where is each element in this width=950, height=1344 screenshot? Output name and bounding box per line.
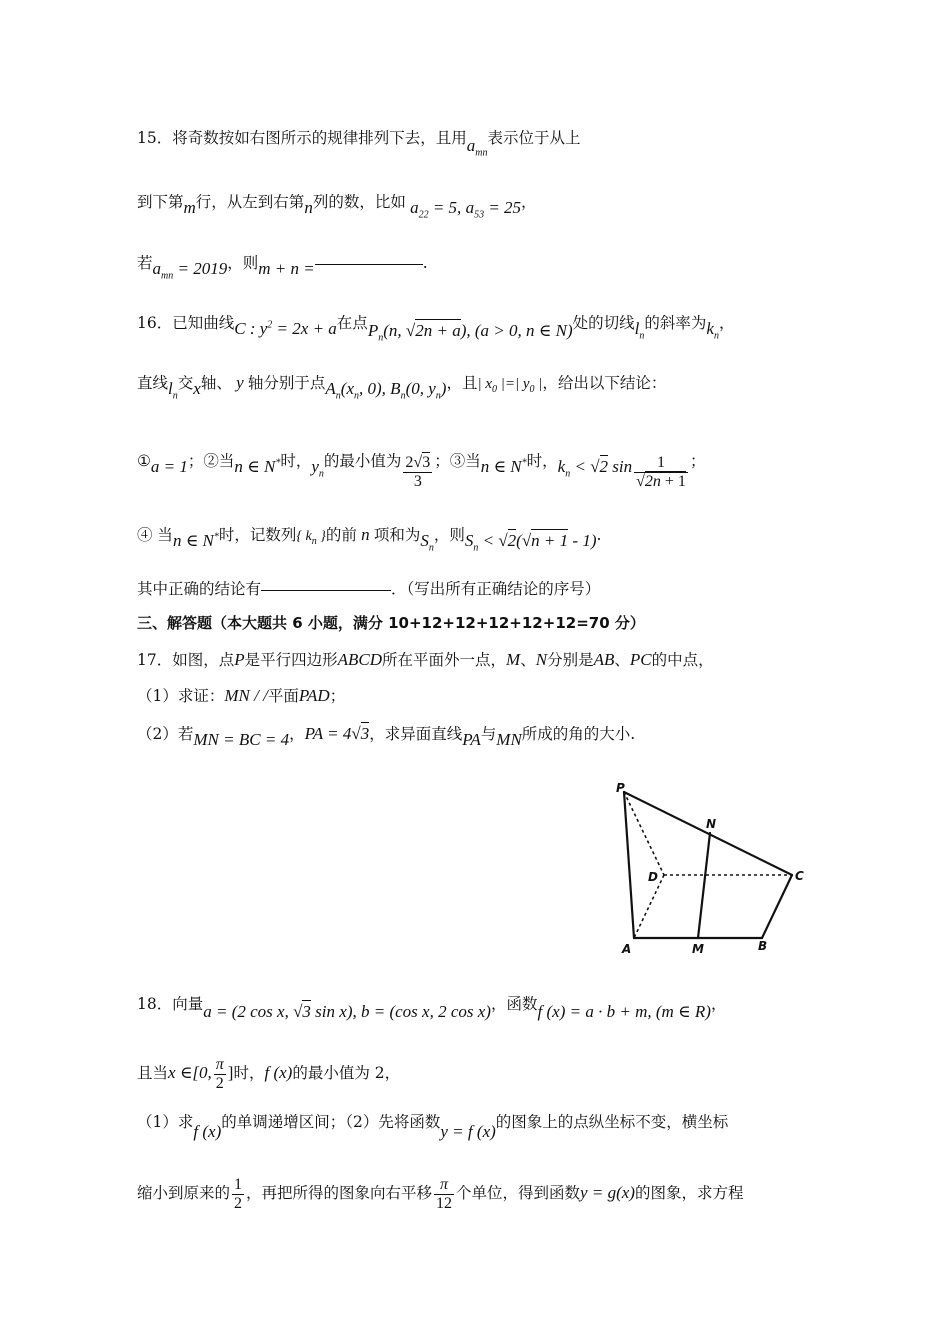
label-P: P <box>616 781 625 795</box>
edge-BC <box>762 875 792 938</box>
label-A: A <box>622 942 632 956</box>
q16-conclusion-4: ④ 当n ∈ N*时，记数列{ $k_n$ }的前 n 项和为$S_n$，则$S_n < √2(√n + 1 - 1)$. <box>137 525 602 554</box>
q16-line2: 直线$l_n$交x轴、 y 轴分别于点$A_n(x_n$, 0), $B_n(0$, $y_n$)，且| $x_0$ |=| $y_0$ |，给出以下结论： <box>137 373 667 402</box>
q17-part1: （1）求证：MN / /平面PAD； <box>137 686 346 705</box>
label-D: D <box>648 870 658 884</box>
segment-MN <box>698 833 710 938</box>
pyramid-figure <box>606 778 826 956</box>
q16-answer: 其中正确的结论有 ．（写出所有正确结论的序号） <box>137 580 601 598</box>
q16-line1: 16．已知曲线C : $y^2 = 2x + a$在点$P_n(n$, √2n + a), (a > 0, n ∈ N)处的切线$l_n$的斜率为$k_n$， <box>137 314 735 344</box>
section-heading: 三、解答题（本大题共 6 小题，满分 10+12+12+12+12+12=70 分） <box>137 614 645 632</box>
q16-conclusions-1-3: ①a = 1；②当n ∈ N*时，$y_n$的最小值为 $\frac{2√3}{3}$ ；③当n ∈ N*时，$k_n < √2$ sin $\frac{1}{√2n + 1}$ ； <box>137 452 706 490</box>
q18-line3: （1）求f (x)的单调递增区间；（2）先将函数y = f (x)的图象上的点纵坐标不变，横坐标 <box>137 1113 729 1141</box>
q18-line1: 18．向量a = (2 cos x, √3 sin x), b = (cos x, 2 cos x)，函数f (x) = a · b + m, (m ∈ R)， <box>137 995 727 1021</box>
label-M: M <box>692 942 704 956</box>
q17-line1: 17．如图，点P是平行四边形ABCD所在平面外一点，M、N分别是AB、PC的中点， <box>137 650 714 669</box>
q15-line3: 若$a_{mn} = 2019$，则m + n = . <box>137 254 428 282</box>
label-C: C <box>795 869 804 883</box>
edge-PA <box>624 792 634 938</box>
q18-line2: 且当x ∈[0, $\frac{\pi}{2}$ ]时，f (x)的最小值为 2， <box>137 1056 401 1092</box>
edge-PD <box>624 792 664 875</box>
q17-part2: （2）若MN = BC = 4，PA = 4√3，求异面直线PA与MN所成的角的大小. <box>137 724 636 749</box>
edge-PC <box>624 792 792 875</box>
q18-line4: 缩小到原来的 $\frac{1}{2}$ ，再把所得的图象向右平移 $\frac{\pi}{12}$ 个单位，得到函数y = g(x)的图象，求方程 <box>137 1176 744 1212</box>
q15-line2: 到下第m行，从左到右第n列的数，比如 $a_{22} = 5$, $a_{53} = 25$， <box>137 193 537 221</box>
edge-DA <box>634 875 664 938</box>
q15-line1: 15．将奇数按如右图所示的规律排列下去，且用$a_{mn}$表示位于从上 <box>137 129 581 159</box>
label-N: N <box>706 817 717 831</box>
label-B: B <box>758 939 768 953</box>
